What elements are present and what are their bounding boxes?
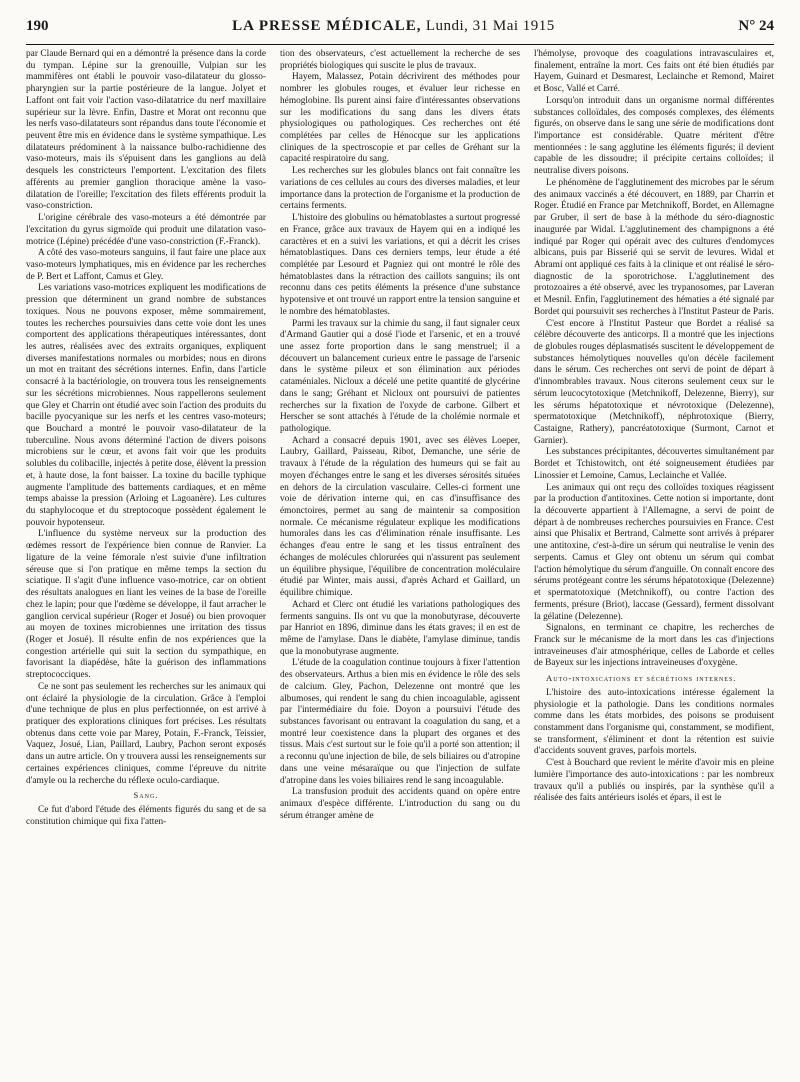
page-number: 190	[26, 18, 49, 34]
text-column-middle	[280, 49, 520, 1069]
paragraph: Ce ne sont pas seulement les recherches sur les animaux qui ont éclairé la physiologie de la circulation. Grâce à l'emploi d'une technique de plus en plus perfectionnée, on est arrivé à pratiquer des explorations cliniques fort précises. Les résultats obtenus dans cette voie par Marey, Potain, F.-Franck, Teissier, Vaquez, Josué, Lian, Paillard, Laubry, Pachon seront exposés dans un autre article. On y trouvera aussi les renseignements sur certaines expériences cliniques, comme l'épreuve du nitrite d'amyle ou la recherche du réflexe oculo-cardiaque.	[26, 681, 266, 786]
paragraph: tion des observateurs, c'est actuellement la recherche de ses propriétés biologiques qui suscite le plus de travaux.	[280, 49, 520, 71]
paragraph: Hayem, Malassez, Potain décrivirent des méthodes pour nombrer les globules rouges, et évaluer leur richesse en hémoglobine. Ils purent ainsi faire d'intéressantes observations sur les modifications du sang dans les divers états physiologiques ou pathologiques. Ces recherches ont été complétées par celles de Hénocque sur les applications cliniques de la spectroscopie et par celles de Gréhant sur la capacité respiratoire du sang.	[280, 72, 520, 165]
paragraph: C'est à Bouchard que revient le mérite d'avoir mis en pleine lumière l'importance des auto-intoxications : par les nombreux travaux qu'il a publiés ou inspirés, par la synthèse qu'il a réalisée des faits antérieurs isolés et épars, il est le	[534, 758, 774, 804]
paragraph: Les animaux qui ont reçu des colloïdes toxiques réagissent par la production d'antitoxines. Cette notion si importante, dont la découverte appartient à l'Allemagne, a servi de point de départ à de nombreuses recherches poursuivies en France. C'est ainsi que Phisalix et Bertrand, Calmette sont arrivés à préparer une antitoxine, c'est-à-dire un sérum qui neutralise le venin des serpents. Camus et Gley ont obtenu un sérum qui combat l'action hémolytique du sérum d'anguille. On connaît encore des sérums protégeant contre les sérums hépatotoxique (Delezenne) et spermatotoxique (Metchnikoff), ou contre l'action des ferments, présure (Briot), laccase (Gessard), ferment dissolvant la gélatine (Delezenne).	[534, 482, 774, 622]
journal-name: LA PRESSE MÉDICALE,	[232, 18, 422, 34]
paragraph: A côté des vaso-moteurs sanguins, il faut faire une place aux vaso-moteurs lymphatiques, mis en évidence par les recherches de P. Bert et Laffont, Camus et Gley.	[26, 248, 266, 282]
paragraph: L'origine cérébrale des vaso-moteurs a été démontrée par l'excitation du gyrus sigmoïde qui produit une dilatation vaso-motrice (Lépine) précédée d'une vaso-constriction (F.-Franck).	[26, 213, 266, 247]
paragraph: l'hémolyse, provoque des coagulations intravasculaires et, finalement, entraîne la mort. Ces faits ont été bien étudiés par Hayem, Guinard et Desmarest, Leclainche et Remond, Mairet et Bosc, Vallé et Carré.	[534, 49, 774, 95]
paragraph: L'histoire des globulins ou hématoblastes a surtout progressé en France, grâce aux travaux de Hayem qui en a indiqué les caractères et en a suivi les variations, et qui a décrit les crises hématoblastiques. Dans ces derniers temps, leur étude a été complétée par Lesourd et Pagniez qui ont montré le rôle des hématoblastes dans la rétraction des caillots sanguins; ils ont reconnu dans ces petits éléments la présence d'une substance hypotensive et ont trouvé un rapport entre la tension sanguine et le nombre des hématoblastes.	[280, 213, 520, 317]
paragraph: La transfusion produit des accidents quand on opère entre animaux d'espèce différente. L'introduction du sang ou du sérum étranger amène de	[280, 787, 520, 821]
paragraph: L'histoire des auto-intoxications intéresse également la physiologie et la pathologie. Dans les conditions normales comme dans les états morbides, des poisons se produisent constamment dans l'organisme qui, constamment, se modifient, se transforment, s'éliminent et dont la rétention est suivie d'accidents souvent graves, parfois mortels.	[534, 687, 774, 757]
paragraph: Ce fut d'abord l'étude des éléments figurés du sang et de sa constitution chimique qui fixa l'atten-	[26, 805, 266, 827]
paragraph: Achard a consacré depuis 1901, avec ses élèves Loeper, Laubry, Gaillard, Paisseau, Ribot, Demanche, une série de travaux à l'étude de la régulation des humeurs qui se fait au moyen d'échanges entre le sang et les diverses sérosités situées en dehors de la circulation vasculaire. Celles-ci forment une voie de dérivation interne qui, en cas d'insuffisance des émonctoires, permet au sang de maintenir sa composition normale. Ce mécanisme régulateur explique les modifications humorales dans les cas d'élimination rénale insuffisante. Les échanges d'eau entre le sang et les tissus entraînent des échanges de molécules chlorurées qui n'assurent pas seulement un équilibre physique, l'équilibre de concentration moléculaire étudié par Winter, mais aussi, d'après Achard et Gaillard, un équilibre chimique.	[280, 435, 520, 599]
paragraph: Les recherches sur les globules blancs ont fait connaître les variations de ces cellules au cours des diverses maladies, et leur importance dans la protection de l'organisme et la production de certains ferments.	[280, 166, 520, 212]
paragraph: Lorsqu'on introduit dans un organisme normal différentes substances colloïdales, des composés complexes, des éléments figurés, on observe dans le sang une série de modifications dont l'importance est considérable. Quatre méritent d'être mentionnées : le sang agglutine les éléments figurés; il devient capable de les dissoudre; il précipite certains colloïdes; il neutralise divers poisons.	[534, 95, 774, 177]
paragraph: L'étude de la coagulation continue toujours à fixer l'attention des observateurs. Arthus a bien mis en évidence le rôle des sels de calcium. Gley, Pachon, Delezenne ont montré que les albumoses, qui rendent le sang du chien incoagulable, agissent par l'intermédiaire du foie. Doyon a poursuivi l'étude des substances favorisant ou entravant la coagulation du sang, et a montré leur coexistence dans la plupart des organes et des tissus. Mais c'est surtout sur le foie qu'il a porté son attention; il a reconnu qu'une injection de bile, de sels biliaires ou d'atropine dans une veine mésaraïque ou que l'injection de sulfate d'atropine dans les voies biliaires rend le sang incoagulable.	[280, 658, 520, 786]
issue-date: Lundi, 31 Mai 1915	[421, 18, 555, 34]
paragraph: Le phénomène de l'agglutinement des microbes par le sérum des animaux vaccinés a été découvert, en 1889, par Charrin et Roger. Étudié en France par Metchnikoff, Bordet, en Allemagne par Gruber, il sert de base à la méthode du séro-diagnostic inaugurée par Widal. L'agglutinement des champignons a été indiqué par Roger qui opérait avec des cultures d'endomyces albicans, puis par Bisserié qui se servit de levures. Widal et Abrami ont appliqué ces faits à la clinique et ont réalisé le séro-diagnostic de la sporotrichose. L'agglutinement des protozoaires a été observé, avec les trypanosomes, par Laveran et Mesnil. Enfin, l'agglutinement des hématies a été signalé par Bordet qui poursuivit ses recherches à l'Institut Pasteur de Paris.	[534, 177, 774, 317]
paragraph: par Claude Bernard qui en a démontré la présence dans la corde du tympan. Lépine sur la grenouille, Vulpian sur les mammifères ont établi le pouvoir vaso-dilatateur du glosso-pharyngien sur la partie postérieure de la langue. Jolyet et Laffont ont fait voir l'action vaso-dilatatrice du nerf maxillaire supérieur sur la lèvre. Enfin, Dastre et Morat ont reconnu que les nerfs vaso-dilatateurs sont répandus dans toute l'économie et peuvent être mis en évidence dans le système sympathique. Les dilatateurs prédominent à la naissance bulbo-rachidienne des vaso-moteurs, mais ils s'épuisent dans les ganglions au delà desquels les constricteurs l'emportent. L'excitation des filets afférents au premier ganglion thoracique amène la vaso-dilatation de l'oreille; l'excitation des filets efférents produit la vaso-constriction.	[26, 49, 266, 212]
section-heading: Auto-intoxications et sécrétions internes.	[546, 673, 737, 684]
paragraph: Les substances précipitantes, découvertes simultanément par Bordet et Tchistowitch, ont été soigneusement étudiées par Linossier et Lemoine, Camus, Leclainche et Vallée.	[534, 447, 774, 481]
paragraph: L'influence du système nerveux sur la production des œdèmes ressort de l'expérience bien connue de Ranvier. La ligature de la veine fémorale n'est suivie d'une infiltration séreuse que si l'on pratique en même temps la section du sciatique. Il s'agit d'une influence vaso-motrice, car on obtient des résultats analogues en liant les veines de la base de l'oreille chez le lapin; pour que l'œdème se développe, il faut arracher le ganglion cervical supérieur (Roger et Josué) ou bien provoquer au moyen de toxines microbiennes une irritation des tissus (Roger et Josué). Il résulte enfin de nos expériences que la congestion artérielle qui suit la section du sympathique, en favorisant la diapédèse, hâte la guérison des inflammations streptococciques.	[26, 529, 266, 681]
text-columns	[26, 49, 774, 1069]
paragraph: C'est encore à l'Institut Pasteur que Bordet a réalisé sa célèbre découverte des anticorps. Il a montré que les injections de globules rouges déplasmatisés suscitent le développement de substances hémolytiques nouvelles qu'on décèle facilement dans le sérum. Ces recherches ont servi de point de départ à d'innombrables travaux. Nous citerons seulement ceux sur le sérum leucocytotoxique (Metchnikoff, Delezenne, Bierry), sur les sérums hépatotoxique et névrotoxique (Delezenne), spermatotoxique (Metchnikoff), néphrotoxique (Bierry, Castaigne, Rathery), pancréatotoxique (Surmont, Carnot et Garnier).	[534, 318, 774, 446]
journal-title	[232, 18, 555, 35]
paragraph: Les variations vaso-motrices expliquent les modifications de pression que déterminent un grand nombre de substances toxiques. Nous ne pouvons exposer, même sommairement, toutes les recherches poursuivies dans cette voie dont les unes comportent des applications thérapeutiques intéressantes, dont les autres, réalisées avec des extraits organiques, expliquent diverses manifestations normales ou morbides; nous en dirons un mot en traitant des sécrétions internes. Enfin, dans l'article consacré à la bactériologie, on trouvera tous les renseignements sur les sécrétions microbiennes. Nous rappellerons seulement que Gley et Charrin ont étudié avec soin l'action des produits du bacille pyocyanique sur les nerfs et les centres vaso-moteurs; que Bouchard a montré le pouvoir vaso-dilatateur de la tuberculine. Nous avons déterminé l'action de divers poisons microbiens sur le cœur, et avons fait voir que les produits solubles du colibacille, injectés à petite dose, élèvent la pression et, à haute dose, la font baisser. La toxine du bacille typhique augmente l'amplitude des battements cardiaques, et en même temps abaisse la pression (Arloing et Lagoanère). Les cultures du staphylocoque et du streptocoque possèdent également le pouvoir hypotenseur.	[26, 283, 266, 528]
paragraph: Parmi les travaux sur la chimie du sang, il faut signaler ceux d'Armand Gautier qui a dosé l'iode et l'arsenic, et en a trouvé une assez forte proportion dans le sang menstruel; il a découvert un balancement curieux entre le passage de l'arsenic dans le système pileux et son élimination aux périodes cataméniales. Nicloux a décelé une petite quantité de glycérine dans le sang; Gréhant et Nicloux ont poursuivi de patientes recherches sur la fixation de l'oxyde de carbone. Gilbert et Herscher se sont attachés à l'étude de la cholémie normale et pathologique.	[280, 318, 520, 434]
section-heading: Sang.	[133, 790, 159, 801]
paragraph: Signalons, en terminant ce chapitre, les recherches de Franck sur le mécanisme de la mort dans les cas d'injections intraveineuses d'air atmosphérique, celles de Laborde et celles de Bayeux sur les injections intraveineuses d'oxygène.	[534, 623, 774, 669]
page-header	[26, 18, 774, 42]
header-rule	[26, 44, 774, 45]
issue-number: N° 24	[738, 18, 774, 34]
text-column-left	[26, 49, 266, 1069]
text-column-right	[534, 49, 774, 1069]
paragraph: Achard et Clerc ont étudié les variations pathologiques des ferments sanguins. Ils ont vu que la monobutyrase, découverte par Hanriot en 1896, diminue dans les états graves; il en est de même de l'amylase. Dans le diabète, l'amylase diminue, tandis que la monobutyrase augmente.	[280, 599, 520, 657]
